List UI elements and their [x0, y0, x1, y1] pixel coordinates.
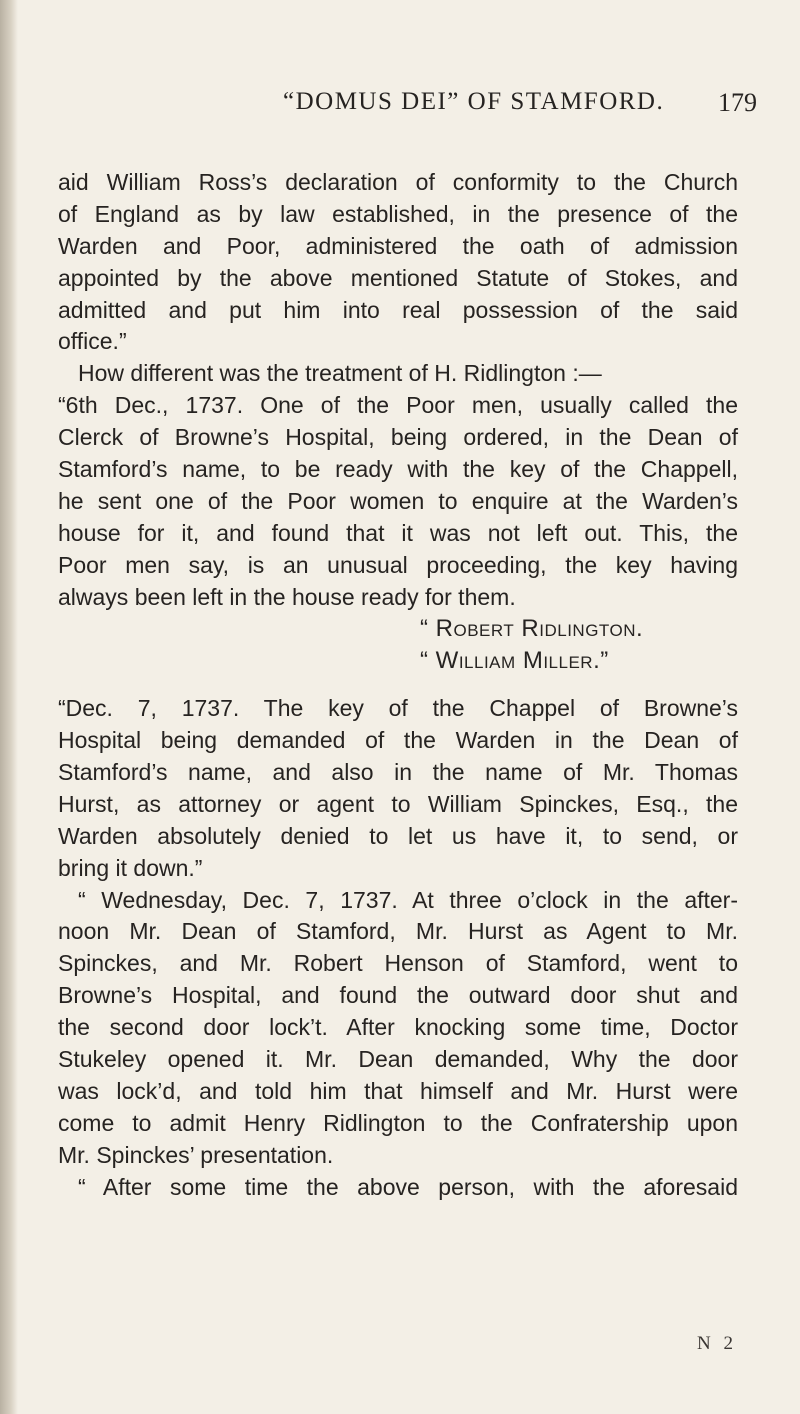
text-line: Hospital being demanded of the Warden in the Dean of [58, 727, 738, 754]
body-text [58, 167, 738, 1204]
signature-mark: N 2 [697, 1333, 737, 1354]
text-line: appointed by the above mentioned Statute of Stokes, and [58, 264, 738, 291]
text-line: aid William Ross’s declaration of conformity to the Church [58, 169, 738, 195]
text-line: Mr. Spinckes’ presentation. [58, 1141, 334, 1168]
text-line: Stamford’s name, and also in the name of Mr. Thomas [58, 759, 738, 786]
text-line: house for it, and found that it was not left out. This, the [58, 519, 738, 546]
page-binding-edge [0, 0, 18, 1414]
text-line: “ After some time the above person, with the aforesaid [78, 1173, 738, 1200]
text-line: bring it down.” [58, 854, 203, 881]
text-line: Poor men say, is an unusual proceeding, the key having [58, 551, 738, 578]
text-line: Browne’s Hospital, and found the outward door shut and [58, 982, 738, 1009]
paragraph-gap [58, 677, 738, 693]
text-line: “6th Dec., 1737. One of the Poor men, usually called the [58, 392, 738, 419]
text-line: office.” [58, 328, 127, 355]
text-line: the second door lock’t. After knocking some time, Doctor [58, 1014, 738, 1041]
text-line: always been left in the house ready for them. [58, 583, 516, 610]
text-line: admitted and put him into real possession of the said [58, 296, 738, 323]
running-head-title: “DOMUS DEI” OF STAMFORD. [283, 88, 665, 115]
text-line: Warden and Poor, administered the oath of admission [58, 232, 738, 259]
signature-miller: “ William Miller.” [420, 647, 609, 675]
text-line: Spinckes, and Mr. Robert Henson of Stamford, went to [58, 950, 738, 977]
text-line: come to admit Henry Ridlington to the Confratership upon [58, 1109, 738, 1136]
text-line: “ Wednesday, Dec. 7, 1737. At three o’clock in the after- [78, 886, 738, 913]
text-line: of England as by law established, in the presence of the [58, 200, 738, 227]
text-line: “Dec. 7, 1737. The key of the Chappel of Browne’s [58, 695, 738, 722]
text-line: Clerck of Browne’s Hospital, being ordered, in the Dean of [58, 424, 738, 451]
text-line: How different was the treatment of H. Ridlington :— [78, 360, 602, 387]
text-line: he sent one of the Poor women to enquire at the Warden’s [58, 487, 738, 514]
running-head [0, 88, 800, 122]
text-line: Stamford’s name, to be ready with the key of the Chappell, [58, 456, 738, 483]
text-line: Warden absolutely denied to let us have it, to send, or [58, 822, 738, 849]
page-number: 179 [718, 88, 757, 117]
text-line: Hurst, as attorney or agent to William Spinckes, Esq., the [58, 790, 738, 817]
text-line: was lock’d, and told him that himself and Mr. Hurst were [58, 1077, 738, 1104]
signature-ridlington: “ Robert Ridlington. [420, 615, 644, 643]
text-line: Stukeley opened it. Mr. Dean demanded, Why the door [58, 1046, 738, 1073]
text-line: noon Mr. Dean of Stamford, Mr. Hurst as Agent to Mr. [58, 918, 738, 945]
